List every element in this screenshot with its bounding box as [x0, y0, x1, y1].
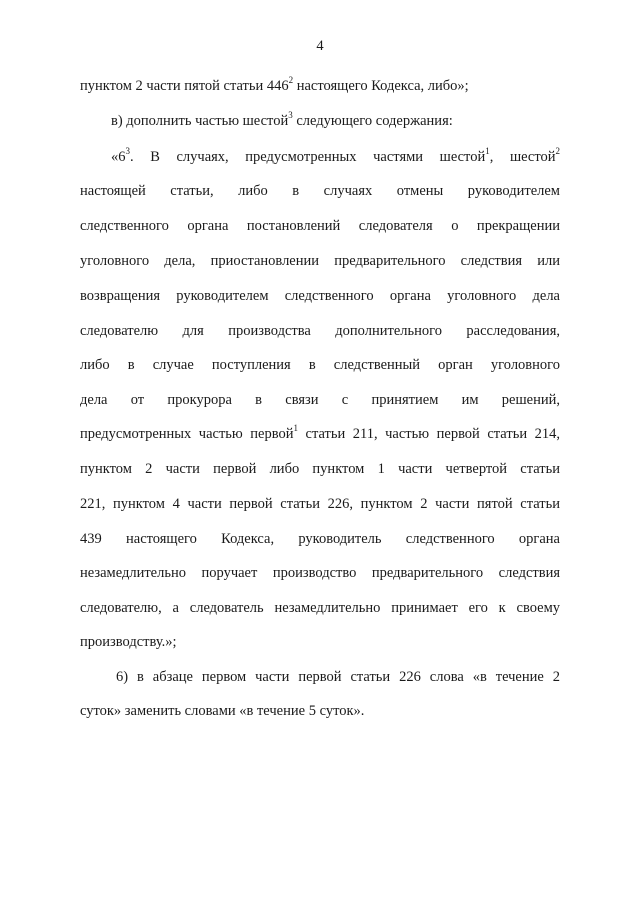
text-line: возвращения руководителем следственного органа уголовного дела	[80, 288, 560, 304]
text-line: либо в случае поступления в следственный орган уголовного	[80, 357, 560, 373]
text-line: в) дополнить частью шестой$^3$ следующего содержания:	[111, 110, 453, 129]
text-line: следователю для производства дополнительного расследования,	[80, 323, 560, 339]
text-line: следователю, а следователь незамедлительно принимает его к своему	[80, 600, 560, 616]
text-line: пунктом 2 части пятой статьи $446^2$ настоящего Кодекса, либо»;	[80, 75, 469, 94]
text-line: пунктом 2 части первой либо пунктом 1 части четвертой статьи	[80, 461, 560, 477]
text-line: незамедлительно поручает производство предварительного следствия	[80, 565, 560, 581]
text-line: дела от прокурора в связи с принятием им решений,	[80, 392, 560, 408]
page-number: 4	[316, 38, 324, 54]
text-line: настоящей статьи, либо в случаях отмены руководителем	[80, 183, 560, 199]
text-line: «$6^3$. В случаях, предусмотренных частями шестой$^1$, шестой$^2$	[111, 146, 560, 165]
text-line: 439 настоящего Кодекса, руководитель следственного органа	[80, 531, 560, 547]
text-line: 6) в абзаце первом части первой статьи 226 слова «в течение 2	[116, 669, 560, 685]
text-line: производству.»;	[80, 634, 177, 650]
text-line: суток» заменить словами «в течение 5 суток».	[80, 703, 365, 719]
text-line: уголовного дела, приостановлении предварительного следствия или	[80, 253, 560, 269]
text-line: следственного органа постановлений следователя о прекращении	[80, 218, 560, 234]
text-line: предусмотренных частью первой$^1$ статьи 211, частью первой статьи 214,	[80, 423, 560, 442]
text-line: 221, пунктом 4 части первой статьи 226, пунктом 2 части пятой статьи	[80, 496, 560, 512]
